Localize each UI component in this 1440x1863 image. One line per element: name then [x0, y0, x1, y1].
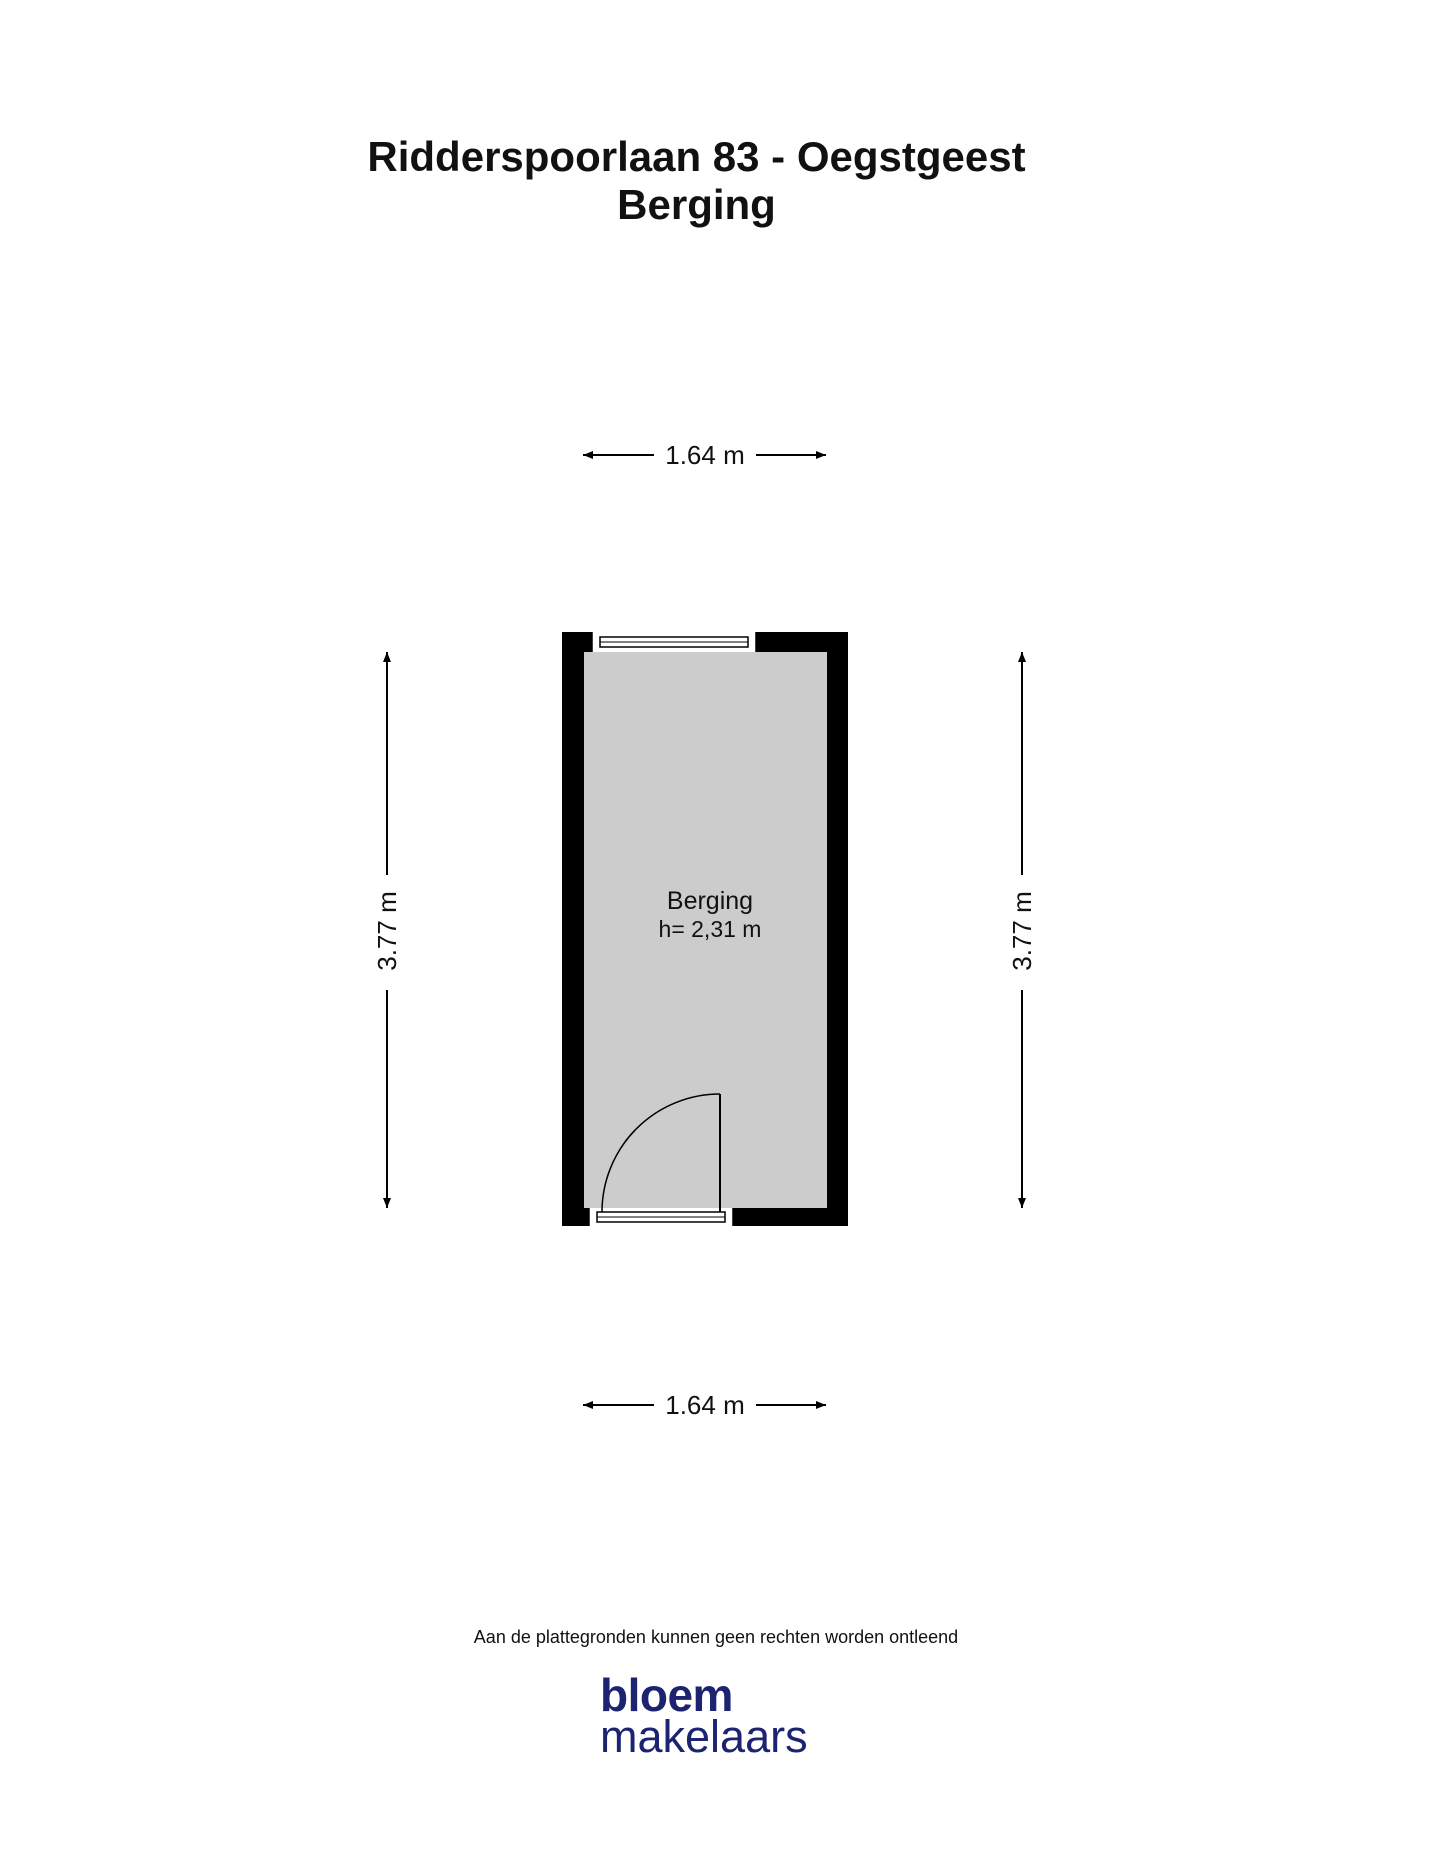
wall-top-left: [562, 632, 592, 652]
top-window: [592, 632, 756, 652]
room-name-label: Berging: [666, 887, 754, 915]
wall-top-right: [756, 632, 848, 652]
logo-line-2: makelaars: [600, 1711, 808, 1762]
bottom-width-label: 1.64 m: [665, 1390, 745, 1420]
right-dimension: [1007, 652, 1037, 1208]
disclaimer-text: Aan de plattegronden kunnen geen rechten worden ontleend: [473, 1627, 959, 1647]
logo-line-1: bloem: [600, 1669, 733, 1721]
top-dimension: [583, 440, 826, 470]
wall-right: [827, 632, 848, 1226]
plan-title: Ridderspoorlaan 83 - Oegstgeest: [367, 133, 1026, 180]
wall-bottom-left: [562, 1208, 589, 1226]
top-width-label: 1.64 m: [665, 440, 745, 470]
left-depth-label: 3.77 m: [372, 891, 402, 971]
wall-bottom-right: [733, 1208, 848, 1226]
bottom-dimension: [583, 1390, 826, 1420]
left-dimension: [372, 652, 402, 1208]
wall-left: [562, 632, 584, 1226]
bloem-makelaars-logo: [600, 1669, 808, 1762]
room-height-label: h= 2,31 m: [658, 916, 762, 942]
right-depth-label: 3.77 m: [1007, 891, 1037, 971]
floor-subtitle: Berging: [617, 181, 776, 228]
